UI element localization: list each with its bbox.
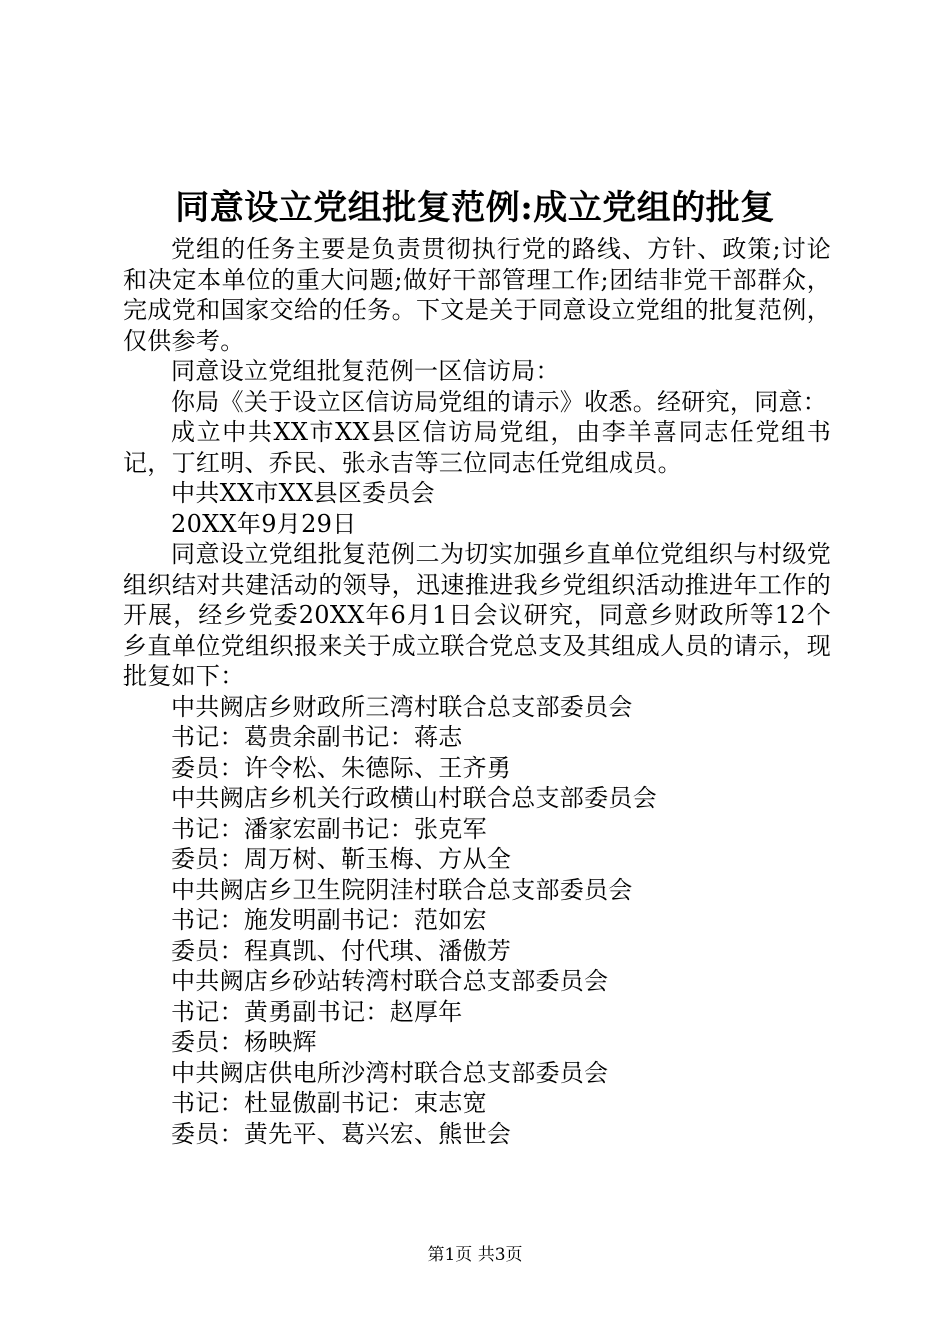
- paragraph: 同意设立党组批复范例一区信访局：: [171, 357, 560, 385]
- paragraph: 书记：杜显傲副书记：束志宽: [171, 1089, 487, 1117]
- page-footer: 第1页 共3页: [427, 1245, 523, 1265]
- paragraph: 成立中共XX市XX县区信访局党组，由李羊喜同志任党组书记，丁红明、乔民、张永吉等三位同志任党组成员。: [123, 418, 831, 477]
- paragraph: 你局《关于设立区信访局党组的请示》收悉。经研究，同意：: [171, 387, 828, 416]
- paragraph: 书记：施发明副书记：范如宏: [171, 906, 487, 934]
- paragraph: 中共阙店乡机关行政横山村联合总支部委员会: [171, 784, 657, 812]
- paragraph: 中共XX市XX县区委员会: [171, 479, 435, 507]
- paragraph: 中共阙店乡财政所三湾村联合总支部委员会: [171, 692, 633, 721]
- paragraph: 同意设立党组批复范例二为切实加强乡直单位党组织与村级党组织结对共建活动的领导，迅速推进我乡党组织活动推进年工作的开展，经乡党委20XX年6月1日会议研究，同意乡财政所等12个乡直单位党组织报来关于成立联合党总支及其组成人员的请示，现批复如下：: [123, 540, 831, 690]
- paragraph: 书记：葛贵余副书记：蒋志: [171, 723, 463, 751]
- paragraph: 书记：潘家宏副书记：张克军: [171, 814, 487, 843]
- paragraph: 中共阙店乡砂站转湾村联合总支部委员会: [171, 967, 609, 995]
- paragraph: 书记：黄勇副书记：赵厚年: [171, 997, 463, 1026]
- paragraph: 委员：黄先平、葛兴宏、熊世会: [171, 1119, 512, 1148]
- paragraph: 委员：周万树、靳玉梅、方从全: [171, 845, 512, 873]
- paragraph: 委员：杨映辉: [171, 1028, 317, 1056]
- paragraph: 委员：许令松、朱德际、王齐勇: [171, 753, 512, 782]
- paragraph: 党组的任务主要是负责贯彻执行党的路线、方针、政策;讨论和决定本单位的重大问题;做好干部管理工作;团结非党干部群众，完成党和国家交给的任务。下文是关于同意设立党组的批复范例，仅供参考。: [123, 235, 831, 355]
- paragraph: 20XX年9月29日: [171, 509, 357, 538]
- paragraph: 中共阙店供电所沙湾村联合总支部委员会: [171, 1058, 609, 1087]
- paragraph: 委员：程真凯、付代琪、潘傲芳: [171, 936, 512, 965]
- document-body: [123, 234, 831, 1149]
- document-title: 同意设立党组批复范例:成立党组的批复: [175, 188, 775, 228]
- paragraph: 中共阙店乡卫生院阴洼村联合总支部委员会: [171, 875, 633, 904]
